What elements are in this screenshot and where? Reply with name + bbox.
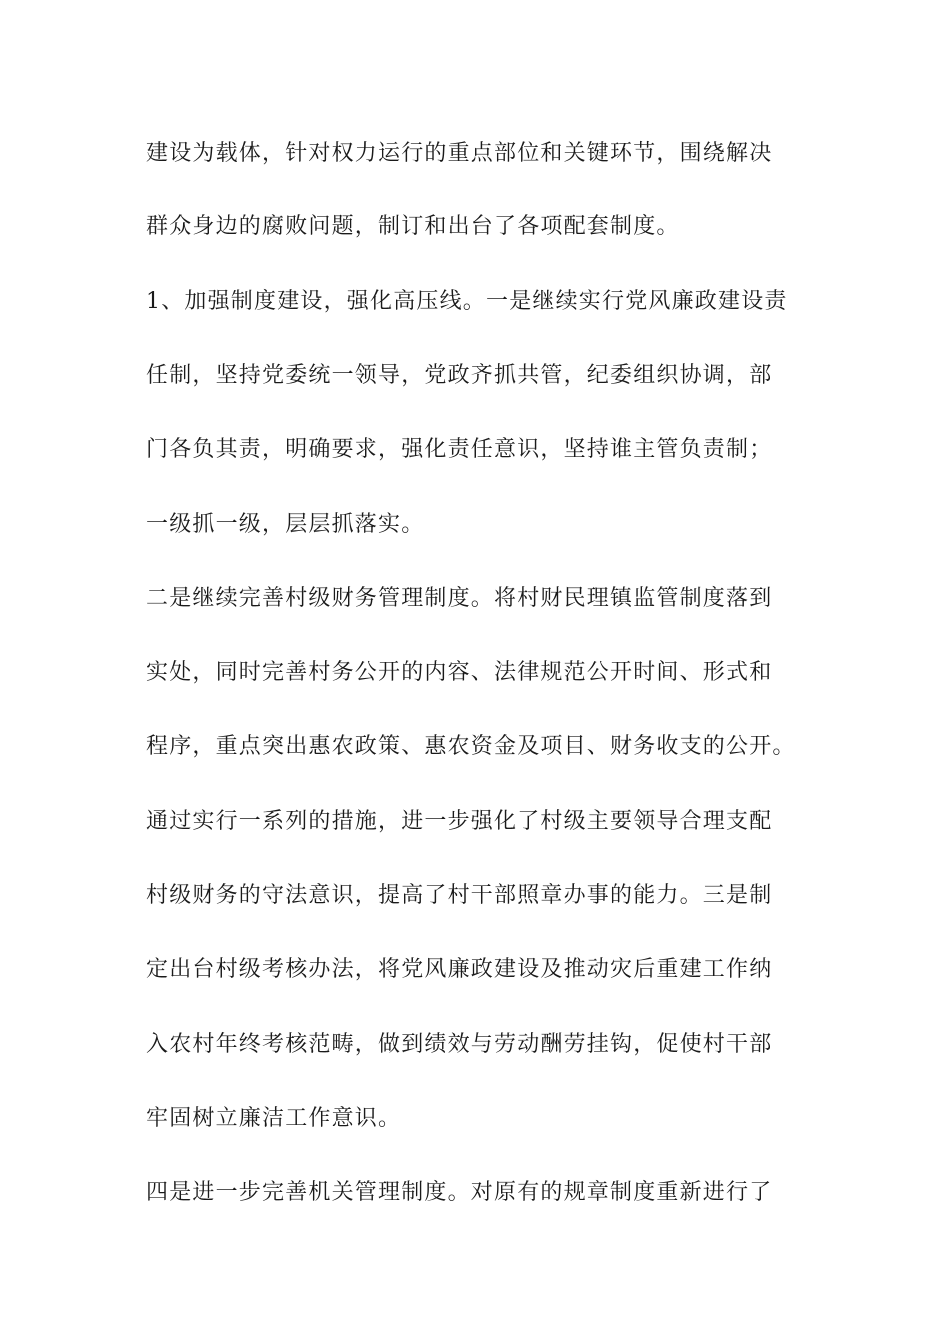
text-line: 任制，坚持党委统一领导，党政齐抓共管，纪委组织协调，部 <box>146 363 773 388</box>
text-line: 通过实行一系列的措施，进一步强化了村级主要领导合理支配 <box>146 809 773 834</box>
text-line: 入农村年终考核范畴，做到绩效与劳动酬劳挂钩，促使村干部 <box>146 1032 773 1057</box>
text-line: 一级抓一级，层层抓落实。 <box>146 512 425 537</box>
text-line: 定出台村级考核办法，将党风廉政建设及推动灾后重建工作纳 <box>146 957 773 982</box>
text-line: 1、加强制度建设，强化高压线。一是继续实行党风廉政建设责 <box>146 289 788 314</box>
text-line: 门各负其责，明确要求，强化责任意识，坚持谁主管负责制； <box>146 437 773 462</box>
text-line: 建设为载体，针对权力运行的重点部位和关键环节，围绕解决 <box>146 141 773 166</box>
text-line: 二是继续完善村级财务管理制度。将村财民理镇监管制度落到 <box>146 586 773 611</box>
text-line: 村级财务的守法意识，提高了村干部照章办事的能力。三是制 <box>146 883 773 908</box>
text-line: 实处，同时完善村务公开的内容、法律规范公开时间、形式和 <box>146 660 773 685</box>
text-line: 程序，重点突出惠农政策、惠农资金及项目、财务收支的公开。 <box>146 734 796 759</box>
text-line: 群众身边的腐败问题，制订和出台了各项配套制度。 <box>146 214 680 239</box>
text-line: 牢固树立廉洁工作意识。 <box>146 1106 402 1131</box>
text-line: 四是进一步完善机关管理制度。对原有的规章制度重新进行了 <box>146 1180 773 1205</box>
